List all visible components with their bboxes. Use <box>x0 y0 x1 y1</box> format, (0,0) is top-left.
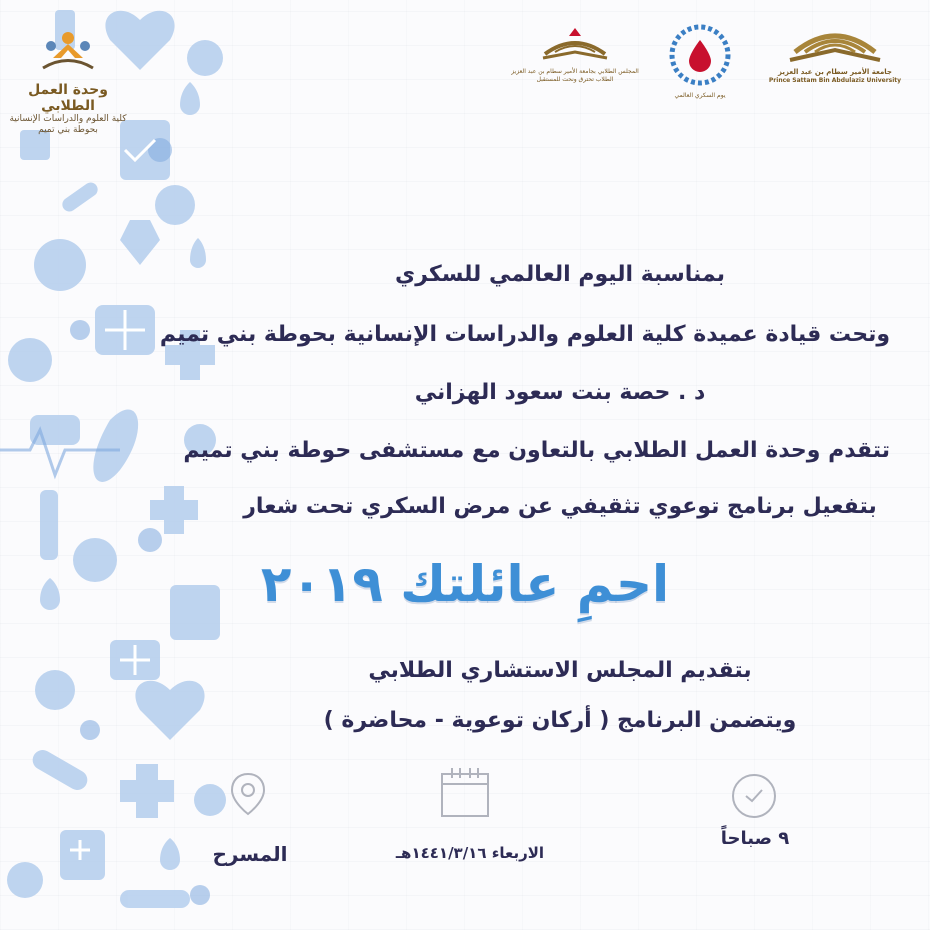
event-location: المسرح <box>212 842 288 866</box>
student-activities-unit-logo <box>8 28 128 135</box>
diabetes-day-caption: يوم السكري العالمي <box>674 92 726 99</box>
announcement-line-contents: ويتضمن البرنامج ( أركان توعوية - محاضرة ) <box>323 708 797 733</box>
unit-caption-town: بحوطة بني تميم <box>38 125 98 135</box>
council-subcaption: الطلاب تحترق ونحت للمستقبل <box>536 76 614 83</box>
announcement-line-program: بتفعيل برنامج توعوي تثقيفي عن مرض السكري تحت شعار <box>243 494 877 519</box>
announcement-line-organizer: تتقدم وحدة العمل الطلابي بالتعاون مع مستشفى حوطة بني تميم <box>183 438 890 463</box>
clock-icon <box>728 770 780 822</box>
calendar-icon <box>438 764 492 820</box>
council-caption: المجلس الطلابي بجامعة الأمير سطام بن عبد العزيز <box>511 68 639 75</box>
university-name-ar: جامعة الأمير سطام بن عبد العزيز <box>778 68 892 76</box>
unit-name: وحدة العمل الطلابي <box>28 82 108 114</box>
people-emblem-icon <box>33 28 103 78</box>
announcement-line-dean: د . حصة بنت سعود الهزاني <box>414 380 706 405</box>
university-name-en: Prince Sattam Bin Abdulaziz University <box>768 77 902 84</box>
event-date: الاربعاء ١٤٤١/٣/١٦هـ <box>395 844 545 862</box>
event-time: ٩ صباحاً <box>720 828 790 849</box>
announcement-line-presenter: بتقديم المجلس الاستشاري الطلابي <box>368 658 752 683</box>
announcement-line-patronage: وتحت قيادة عميدة كلية العلوم والدراسات الإنسانية بحوطة بني تميم <box>159 322 890 347</box>
announcement-line-occasion: بمناسبة اليوم العالمي للسكري <box>395 262 725 287</box>
announcement <box>159 0 890 760</box>
unit-caption-college: كلية العلوم والدراسات الإنسانية <box>9 114 127 124</box>
campaign-slogan: احمِ عائلتك ٢٠١٩ <box>260 555 670 613</box>
medical-icons-decoration <box>0 0 260 930</box>
map-pin-icon <box>222 768 274 820</box>
